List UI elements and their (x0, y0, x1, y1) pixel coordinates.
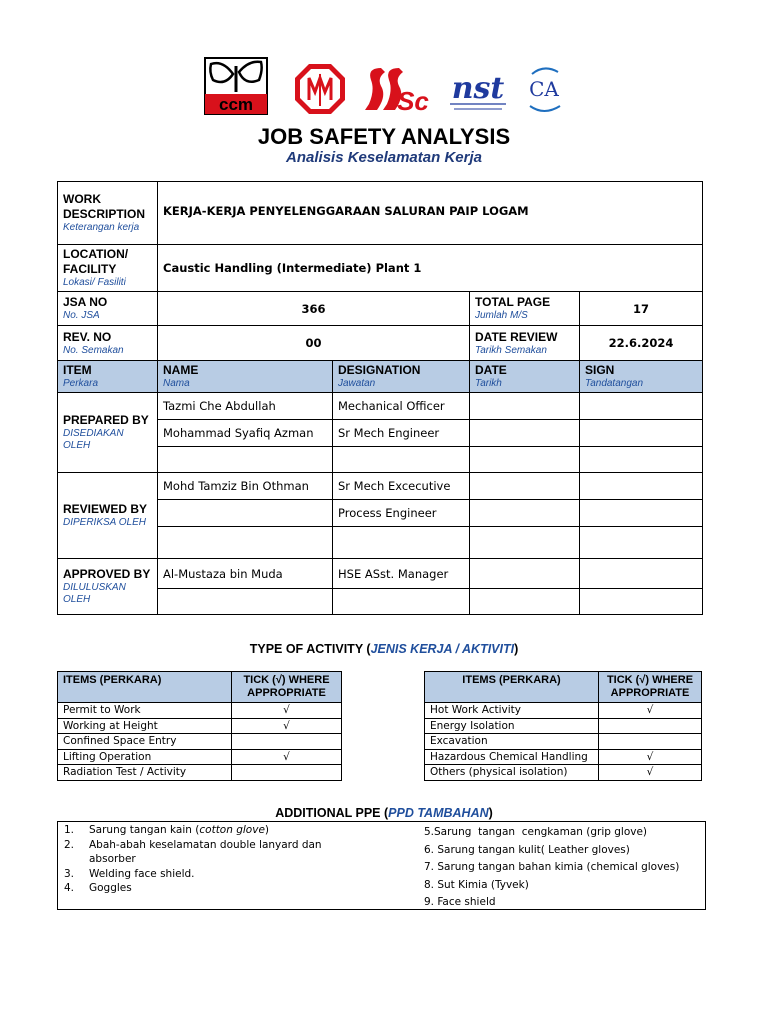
col-designation-header (333, 361, 470, 393)
reviewed-by-label: REVIEWED BY (63, 502, 148, 516)
prepared-designation-3 (333, 447, 470, 473)
col-sign-label: SIGN (585, 363, 615, 377)
reviewed-by-cell (58, 473, 158, 559)
rev-no-label: REV. NO (63, 329, 112, 344)
ppe-item-number: 3. (64, 867, 75, 880)
reviewed-designation-1: Sr Mech Excecutive (333, 473, 470, 500)
work-description-row (58, 182, 703, 245)
reviewed-name-1: Mohd Tamziz Bin Othman (158, 473, 333, 500)
svg-text:nst: nst (451, 71, 505, 106)
work-description-value: KERJA-KERJA PENYELENGGARAAN SALURAN PAIP LOGAM (158, 182, 703, 245)
approved-name-2 (158, 589, 333, 615)
prepared-date-2 (470, 420, 580, 447)
col-item-sub: Perkara (63, 378, 99, 389)
col-sign-sub: Tandatangan (585, 378, 644, 389)
reviewed-date-3 (470, 527, 580, 559)
prepared-by-cell (58, 393, 158, 473)
activity-title-italic: JENIS KERJA / AKTIVITI (370, 642, 515, 656)
ca-logo (518, 64, 570, 116)
nst-logo (444, 66, 512, 114)
prepared-sign-3 (580, 447, 703, 473)
table-row (425, 703, 702, 719)
ppe-list-right (424, 824, 704, 912)
activity-item: Permit to Work (58, 703, 232, 719)
prepared-name-1: Tazmi Che Abdullah (158, 393, 333, 420)
ppe-section-title (0, 806, 768, 820)
reviewed-sign-2 (580, 500, 703, 527)
col-item-header (58, 361, 158, 393)
table-row (58, 703, 342, 719)
activity-tick[interactable]: √ (599, 749, 702, 765)
list-item: 6. Sarung tangan kulit( Leather gloves) (424, 843, 630, 856)
table-row (425, 749, 702, 765)
activity-item: Working at Height (58, 718, 232, 734)
ppe-item-number: 2. (64, 838, 75, 851)
date-review-label-cell (470, 326, 580, 361)
rev-no-value: 00 (158, 326, 470, 361)
ppe-title-text: ADDITIONAL PPE ( (275, 806, 389, 820)
activity-title-end: ) (514, 642, 519, 656)
table-row (425, 734, 702, 750)
ppe-item-text: Sarung tangan kain ( (89, 824, 200, 836)
reviewed-designation-2: Process Engineer (333, 500, 470, 527)
activity-item: Lifting Operation (58, 749, 232, 765)
prepared-designation-2: Sr Mech Engineer (333, 420, 470, 447)
date-review-label: DATE REVIEW (475, 329, 558, 344)
rev-no-row (58, 326, 703, 361)
jsa-no-label: JSA NO (63, 295, 108, 309)
total-page-value: 17 (580, 292, 703, 326)
activity-item: Energy Isolation (425, 718, 599, 734)
approved-sign-1 (580, 559, 703, 589)
rev-no-label-cell (58, 326, 158, 361)
activity-table-right (424, 671, 702, 781)
activity-right-items-header: ITEMS (PERKARA) (425, 672, 599, 703)
approved-designation-1: HSE ASst. Manager (333, 559, 470, 589)
activity-tick[interactable]: √ (599, 765, 702, 781)
ssc-logo (363, 64, 429, 116)
ppe-item-text: Abah-abah keselamatan double lanyard dan absorber (89, 838, 322, 865)
list-item: 7. Sarung tangan bahan kimia (chemical gloves) (424, 861, 680, 873)
ppe-item-text: Goggles (89, 882, 132, 894)
reviewed-designation-3 (333, 527, 470, 559)
location-sub: Lokasi/ Fasiliti (63, 277, 126, 288)
table-row (58, 734, 342, 750)
list-item: 5.Sarung tangan cengkaman (grip glove) (424, 826, 648, 838)
logo-strip (200, 56, 570, 118)
ppe-item-text-end: ) (264, 824, 270, 836)
work-description-label: WORK DESCRIPTION (63, 192, 146, 221)
col-name-header (158, 361, 333, 393)
prepared-by-sub: DISEDIAKAN OLEH (63, 428, 124, 451)
ppe-item-number: 4. (64, 882, 75, 894)
date-review-sub: Tarikh Semakan (475, 344, 547, 356)
msi-logo (293, 62, 347, 116)
table-row (58, 765, 342, 781)
location-value: Caustic Handling (Intermediate) Plant 1 (158, 245, 703, 292)
activity-item: Confined Space Entry (58, 734, 232, 750)
activity-item: Excavation (425, 734, 599, 750)
reviewed-sign-1 (580, 473, 703, 500)
approved-by-label: APPROVED BY (63, 567, 151, 581)
col-date-label: DATE (475, 363, 507, 377)
activity-left-tick-header: TICK (√) WHERE APPROPRIATE (232, 672, 342, 703)
signoff-header-row (58, 361, 703, 393)
list-item (64, 881, 354, 896)
activity-tick[interactable]: √ (599, 703, 702, 719)
prepared-sign-1 (580, 393, 703, 420)
activity-tick[interactable]: √ (232, 749, 342, 765)
date-review-value: 22.6.2024 (580, 326, 703, 361)
svg-text:CA: CA (529, 77, 559, 101)
approved-name-1: Al-Mustaza bin Muda (158, 559, 333, 589)
prepared-date-1 (470, 393, 580, 420)
list-item (64, 867, 354, 882)
activity-tick[interactable] (599, 734, 702, 750)
col-date-header (470, 361, 580, 393)
activity-item: Radiation Test / Activity (58, 765, 232, 781)
ppe-item-italic: cotton glove (199, 824, 265, 836)
location-label: LOCATION/ FACILITY (63, 247, 129, 276)
approved-date-2 (470, 589, 580, 615)
prepared-name-2: Mohammad Syafiq Azman (158, 420, 333, 447)
table-row (425, 765, 702, 781)
col-designation-label: DESIGNATION (338, 363, 421, 377)
activity-item: Others (physical isolation) (425, 765, 599, 781)
jsa-no-label-cell (58, 292, 158, 326)
activity-tick[interactable] (599, 718, 702, 734)
page-title: JOB SAFETY ANALYSIS (257, 124, 511, 149)
prepared-date-3 (470, 447, 580, 473)
col-sign-header (580, 361, 703, 393)
activity-left-items-header: ITEMS (PERKARA) (58, 672, 232, 703)
activity-item: Hot Work Activity (425, 703, 599, 719)
jsa-info-table (57, 181, 703, 615)
table-row (58, 473, 703, 500)
activity-tick[interactable]: √ (232, 718, 342, 734)
svg-text:Sc: Sc (397, 86, 429, 116)
activity-section-title (0, 642, 768, 656)
prepared-by-label: PREPARED BY (63, 413, 149, 427)
prepared-designation-1: Mechanical Officer (333, 393, 470, 420)
activity-right-tick-header: TICK (√) WHERE APPROPRIATE (599, 672, 702, 703)
col-name-sub: Nama (163, 378, 190, 389)
list-item: 8. Sut Kimia (Tyvek) (424, 878, 529, 891)
activity-item: Hazardous Chemical Handling (425, 749, 599, 765)
ppe-item-text: Welding face shield. (89, 867, 195, 880)
approved-by-sub: DILULUSKAN OLEH (63, 582, 126, 605)
col-date-sub: Tarikh (475, 378, 502, 389)
reviewed-sign-3 (580, 527, 703, 559)
ppe-title-end: ) (488, 806, 493, 820)
reviewed-by-sub: DIPERIKSA OLEH (63, 517, 146, 528)
table-row (58, 749, 342, 765)
work-description-sub: Keterangan kerja (63, 222, 140, 233)
svg-text:ccm: ccm (218, 95, 254, 114)
list-item (64, 838, 354, 867)
ppe-list-left (64, 823, 354, 896)
rev-no-sub: No. Semakan (63, 344, 124, 356)
table-row (58, 559, 703, 589)
jsa-no-sub: No. JSA (63, 310, 100, 321)
list-item: 9. Face shield (424, 896, 496, 908)
prepared-sign-2 (580, 420, 703, 447)
page-subtitle: Analisis Keselamatan Kerja (286, 149, 482, 166)
reviewed-date-2 (470, 500, 580, 527)
table-row (58, 393, 703, 420)
total-page-label: TOTAL PAGE (475, 295, 551, 309)
reviewed-date-1 (470, 473, 580, 500)
ppe-title-italic: PPD TAMBAHAN (388, 806, 489, 820)
table-row (425, 718, 702, 734)
approved-sign-2 (580, 589, 703, 615)
location-label-cell (58, 245, 158, 292)
col-designation-sub: Jawatan (338, 378, 376, 389)
activity-tick[interactable]: √ (232, 703, 342, 719)
activity-tick[interactable] (232, 765, 342, 781)
activity-left-header (58, 672, 342, 703)
location-row (58, 245, 703, 292)
activity-title-text: TYPE OF ACTIVITY ( (249, 642, 371, 656)
ppe-box (57, 821, 706, 910)
approved-date-1 (470, 559, 580, 589)
col-name-label: NAME (163, 363, 199, 377)
ccm-logo (203, 56, 269, 116)
total-page-label-cell (470, 292, 580, 326)
table-row (58, 718, 342, 734)
approved-by-cell (58, 559, 158, 615)
ppe-item-number: 1. (64, 824, 75, 836)
activity-table-left (57, 671, 342, 781)
work-description-label-cell (58, 182, 158, 245)
list-item (64, 823, 354, 838)
col-item-label: ITEM (63, 363, 92, 377)
activity-right-header (425, 672, 702, 703)
prepared-name-3 (158, 447, 333, 473)
reviewed-name-3 (158, 527, 333, 559)
total-page-sub: Jumlah M/S (475, 310, 528, 321)
jsa-no-value: 366 (158, 292, 470, 326)
jsa-no-row (58, 292, 703, 326)
reviewed-name-2 (158, 500, 333, 527)
activity-tick[interactable] (232, 734, 342, 750)
approved-designation-2 (333, 589, 470, 615)
